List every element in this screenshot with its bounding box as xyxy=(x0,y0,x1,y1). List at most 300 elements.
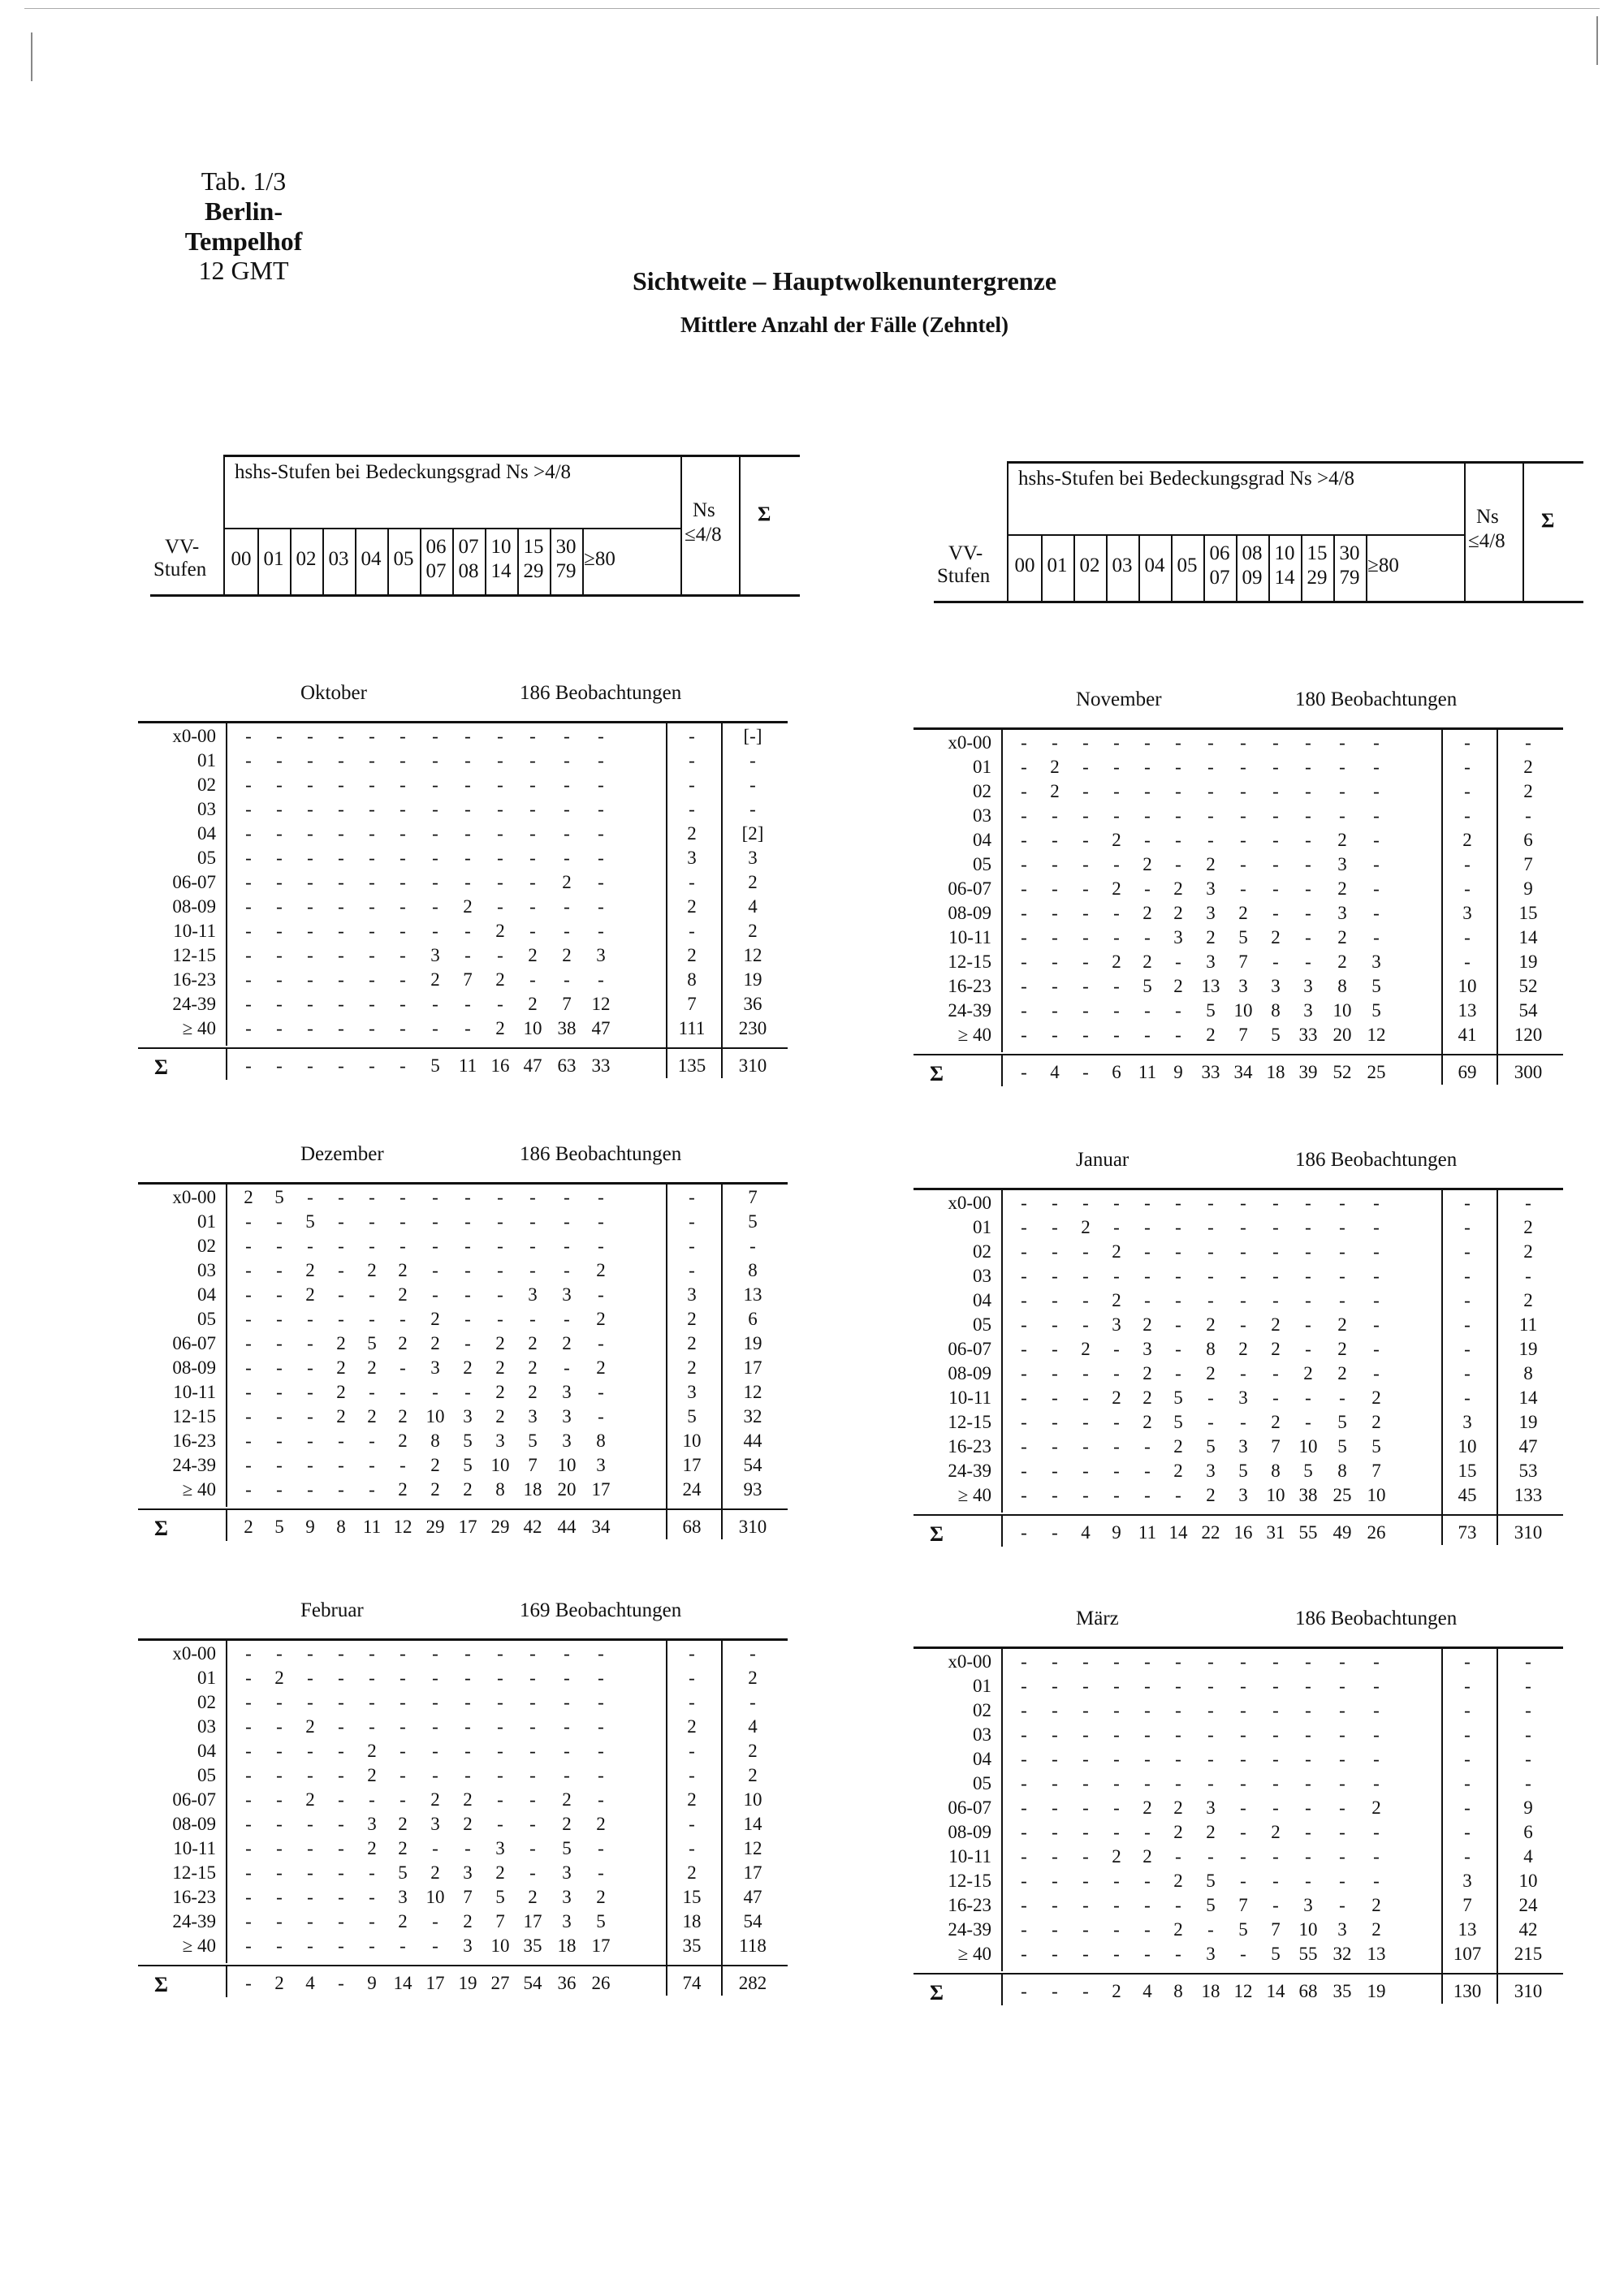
table-cell: - xyxy=(307,1838,313,1858)
table-cell: - xyxy=(1240,1363,1246,1383)
table-cell: 10 xyxy=(557,1455,577,1475)
table-cell: - xyxy=(464,1716,471,1737)
sum-row-cell: 54 xyxy=(523,1973,542,1993)
table-cell: - xyxy=(598,969,604,990)
table-cell: - xyxy=(245,1382,252,1402)
table-cell: - xyxy=(1175,1193,1181,1213)
table-cell: 2 xyxy=(528,1333,538,1353)
ns-cell: - xyxy=(689,1765,695,1785)
table-cell: - xyxy=(1207,830,1214,850)
table-cell: - xyxy=(1113,781,1120,801)
sum-symbol: Σ xyxy=(154,1517,168,1540)
row-label: 24-39 xyxy=(172,1455,216,1475)
ns-cell: - xyxy=(689,1236,695,1256)
table-cell: - xyxy=(369,726,375,746)
table-cell: - xyxy=(598,921,604,941)
ns-cell: - xyxy=(1464,1266,1471,1286)
table-cell: 2 xyxy=(596,1309,606,1329)
table-cell: - xyxy=(245,1862,252,1883)
ns-divider xyxy=(666,1182,667,1539)
table-cell: - xyxy=(1144,1241,1151,1262)
table-cell: - xyxy=(1021,757,1027,777)
table-cell: 3 xyxy=(528,1284,538,1305)
table-cell: 2 xyxy=(1142,854,1152,874)
sum-cell: 11 xyxy=(1518,1314,1538,1335)
table-cell: - xyxy=(369,1382,375,1402)
table-cell: 3 xyxy=(1371,952,1381,972)
table-cell: - xyxy=(529,896,536,917)
table-cell: - xyxy=(1021,1724,1027,1745)
sum-row-divider xyxy=(1001,1973,1003,2005)
table-cell: - xyxy=(1052,1363,1058,1383)
table-cell: - xyxy=(1052,927,1058,947)
table-cell: - xyxy=(307,1692,313,1712)
table-cell: 2 xyxy=(336,1333,346,1353)
table-cell: - xyxy=(338,775,344,795)
table-cell: - xyxy=(1052,1895,1058,1915)
table-cell: - xyxy=(564,750,570,770)
row-label: 10-11 xyxy=(173,1838,216,1858)
table-cell: - xyxy=(1339,1871,1345,1891)
sum-row-cell: 33 xyxy=(591,1055,611,1076)
ns-cell: - xyxy=(689,921,695,941)
table-cell: 3 xyxy=(1303,1895,1313,1915)
table-cell: - xyxy=(1021,781,1027,801)
ns-cell: - xyxy=(1464,1749,1471,1769)
table-cell: - xyxy=(1021,1266,1027,1286)
table-cell: - xyxy=(1305,1193,1311,1213)
table-cell: - xyxy=(1052,805,1058,826)
table-cell: 3 xyxy=(1238,1388,1248,1408)
table-cell: - xyxy=(1021,878,1027,899)
row-label: 16-23 xyxy=(172,1431,216,1451)
row-label: 05 xyxy=(197,848,216,868)
table-cell: - xyxy=(529,1668,536,1688)
table-cell: 2 xyxy=(305,1284,315,1305)
table-cell: - xyxy=(564,848,570,868)
label-divider xyxy=(226,1182,227,1507)
table-cell: - xyxy=(307,775,313,795)
table-cell: 3 xyxy=(1206,878,1216,899)
table-cell: - xyxy=(369,921,375,941)
table-cell: - xyxy=(245,848,252,868)
table-cell: - xyxy=(1373,1314,1380,1335)
table-cell: - xyxy=(1021,830,1027,850)
table-cell: - xyxy=(245,799,252,819)
table-cell: - xyxy=(245,872,252,892)
table-cell: - xyxy=(1082,781,1089,801)
table-cell: 2 xyxy=(463,1357,473,1378)
table-cell: - xyxy=(529,799,536,819)
table-cell: - xyxy=(1021,1436,1027,1457)
table-cell: - xyxy=(369,1211,375,1232)
sum-row-divider xyxy=(226,1047,227,1080)
table-cell: - xyxy=(369,1862,375,1883)
table-cell: - xyxy=(432,1260,438,1280)
row-label: x0-00 xyxy=(172,1187,216,1207)
sum-row-cell: 63 xyxy=(557,1055,577,1076)
table-cell: - xyxy=(369,1789,375,1810)
sum-row-ns: 68 xyxy=(682,1517,702,1537)
table-cell: - xyxy=(497,848,503,868)
table-cell: 2 xyxy=(463,1789,473,1810)
table-cell: 2 xyxy=(1112,1846,1121,1867)
table-cell: - xyxy=(245,726,252,746)
table-cell: - xyxy=(464,1260,471,1280)
table-cell: 5 xyxy=(1206,1436,1216,1457)
table-cell: - xyxy=(1207,1773,1214,1793)
table-cell: - xyxy=(1339,1846,1345,1867)
table-cell: - xyxy=(369,1692,375,1712)
panel-top-rule xyxy=(914,1646,1563,1649)
table-cell: - xyxy=(338,1765,344,1785)
table-cell: - xyxy=(1339,1676,1345,1696)
table-cell: 8 xyxy=(495,1479,505,1500)
sum-row-cell: - xyxy=(1052,1522,1058,1543)
table-cell: - xyxy=(1144,1266,1151,1286)
table-cell: - xyxy=(464,1333,471,1353)
row-label: x0-00 xyxy=(172,726,216,746)
sum-symbol: Σ xyxy=(154,1055,168,1079)
hh-label: hshs-Stufen bei Bedeckungsgrad Ns >4/8 xyxy=(235,461,572,483)
sum-cell: 2 xyxy=(748,872,758,892)
table-cell: 7 xyxy=(528,1455,538,1475)
table-cell: - xyxy=(1240,1193,1246,1213)
table-cell: - xyxy=(400,1936,406,1956)
table-cell: - xyxy=(307,1862,313,1883)
table-cell: 2 xyxy=(495,1333,505,1353)
table-cell: - xyxy=(1082,1798,1089,1818)
sum-row-cell: 68 xyxy=(1298,1981,1318,2001)
table-cell: - xyxy=(432,1741,438,1761)
row-label: 10-11 xyxy=(173,1382,216,1402)
table-cell: - xyxy=(1113,1436,1120,1457)
table-cell: 2 xyxy=(562,872,572,892)
table-cell: - xyxy=(564,896,570,917)
table-cell: - xyxy=(400,994,406,1014)
table-cell: - xyxy=(400,1741,406,1761)
table-cell: - xyxy=(1021,1798,1027,1818)
table-cell: - xyxy=(1144,1700,1151,1720)
table-cell: - xyxy=(245,1211,252,1232)
table-cell: - xyxy=(400,1643,406,1664)
table-cell: - xyxy=(1339,1700,1345,1720)
table-cell: - xyxy=(1082,1025,1089,1045)
table-cell: - xyxy=(1021,1290,1027,1310)
table-cell: - xyxy=(1144,732,1151,753)
table-cell: - xyxy=(497,775,503,795)
table-cell: - xyxy=(1113,1339,1120,1359)
table-cell: - xyxy=(1082,878,1089,899)
row-label: ≥ 40 xyxy=(182,1018,216,1038)
table-cell: - xyxy=(276,799,283,819)
table-cell: - xyxy=(1272,903,1279,923)
ns-cell: - xyxy=(1464,1339,1471,1359)
row-label: 03 xyxy=(197,1260,216,1280)
table-cell: - xyxy=(1272,1676,1279,1696)
month-name: Dezember xyxy=(300,1143,384,1165)
table-cell: - xyxy=(1082,1412,1089,1432)
row-label: 16-23 xyxy=(172,969,216,990)
table-cell: - xyxy=(369,1643,375,1664)
table-cell: - xyxy=(1052,732,1058,753)
table-cell: - xyxy=(1305,1773,1311,1793)
table-cell: - xyxy=(400,1668,406,1688)
table-cell: - xyxy=(1052,1217,1058,1237)
table-cell: - xyxy=(1021,1485,1027,1505)
table-cell: - xyxy=(307,1479,313,1500)
sum-row-cell: 29 xyxy=(490,1517,510,1537)
table-cell: - xyxy=(1052,903,1058,923)
table-cell: 5 xyxy=(1337,1412,1347,1432)
table-cell: - xyxy=(497,1187,503,1207)
table-cell: - xyxy=(1052,1871,1058,1891)
table-cell: 2 xyxy=(336,1382,346,1402)
table-cell: - xyxy=(1144,1485,1151,1505)
table-cell: - xyxy=(1113,1363,1120,1383)
table-cell: - xyxy=(369,1911,375,1931)
table-cell: - xyxy=(1082,1895,1089,1915)
table-cell: - xyxy=(1082,1871,1089,1891)
table-cell: 2 xyxy=(1271,1822,1281,1842)
table-cell: - xyxy=(1240,854,1246,874)
ns-label: Ns xyxy=(1476,506,1499,528)
table-cell: 2 xyxy=(305,1789,315,1810)
table-cell: 3 xyxy=(1238,1485,1248,1505)
table-cell: - xyxy=(432,1236,438,1256)
table-cell: - xyxy=(598,1789,604,1810)
table-cell: - xyxy=(245,750,252,770)
table-cell: - xyxy=(1339,1724,1345,1745)
table-cell: - xyxy=(369,896,375,917)
ns-cell: 2 xyxy=(687,1357,697,1378)
table-cell: - xyxy=(245,994,252,1014)
ns-cell: 10 xyxy=(682,1431,702,1451)
table-cell: 2 xyxy=(1371,1412,1381,1432)
table-cell: 7 xyxy=(562,994,572,1014)
table-cell: - xyxy=(564,1668,570,1688)
ns-cell: 13 xyxy=(1458,1000,1477,1021)
table-cell: - xyxy=(1113,854,1120,874)
table-cell: - xyxy=(464,1187,471,1207)
table-cell: - xyxy=(1272,1193,1279,1213)
row-label: 16-23 xyxy=(172,1887,216,1907)
table-cell: 2 xyxy=(1050,781,1060,801)
table-cell: - xyxy=(497,945,503,965)
ns-cell: 3 xyxy=(1462,1871,1472,1891)
table-cell: - xyxy=(245,1284,252,1305)
table-cell: - xyxy=(432,1668,438,1688)
column-label: 29 xyxy=(523,560,544,582)
table-cell: 3 xyxy=(1303,976,1313,996)
row-label: 12-15 xyxy=(172,1862,216,1883)
ns-cell: 10 xyxy=(1458,976,1477,996)
table-cell: 8 xyxy=(430,1431,440,1451)
ns-cell: - xyxy=(1464,1846,1471,1867)
label-divider xyxy=(226,1638,227,1963)
table-cell: 2 xyxy=(1173,1822,1183,1842)
column-label: 03 xyxy=(328,548,349,570)
table-cell: - xyxy=(598,1741,604,1761)
scan-top-edge xyxy=(24,8,1600,9)
table-cell: - xyxy=(400,726,406,746)
table-cell: - xyxy=(464,945,471,965)
table-cell: - xyxy=(307,1382,313,1402)
label-divider xyxy=(1001,727,1003,1052)
table-cell: 5 xyxy=(463,1455,473,1475)
table-cell: 5 xyxy=(596,1911,606,1931)
ns-cell: - xyxy=(689,726,695,746)
table-cell: 5 xyxy=(1271,1025,1281,1045)
column-label: 06 xyxy=(1209,542,1230,564)
ns-cell: 2 xyxy=(1462,830,1472,850)
sum-cell: 2 xyxy=(748,1668,758,1688)
table-cell: - xyxy=(1240,1241,1246,1262)
table-cell: - xyxy=(497,1643,503,1664)
table-cell: - xyxy=(1305,1290,1311,1310)
row-label: 08-09 xyxy=(172,1357,216,1378)
panel-top-rule xyxy=(138,1182,788,1185)
table-cell: - xyxy=(1175,1363,1181,1383)
month-panel xyxy=(138,1599,788,2119)
sum-row-cell: 34 xyxy=(591,1517,611,1537)
table-cell: - xyxy=(338,1789,344,1810)
table-cell: - xyxy=(1113,1749,1120,1769)
panel-sum-rule xyxy=(138,1965,788,1966)
table-cell: - xyxy=(1272,830,1279,850)
table-cell: - xyxy=(497,1741,503,1761)
row-label: 10-11 xyxy=(948,1846,991,1867)
table-cell: 2 xyxy=(1081,1217,1091,1237)
table-cell: - xyxy=(369,1018,375,1038)
table-cell: - xyxy=(1052,1266,1058,1286)
table-cell: 7 xyxy=(1371,1461,1381,1481)
table-cell: - xyxy=(338,726,344,746)
sum-cell: 2 xyxy=(748,1741,758,1761)
table-cell: - xyxy=(1144,1822,1151,1842)
sum-cell: 93 xyxy=(743,1479,762,1500)
ns-cell: 3 xyxy=(687,1382,697,1402)
table-cell: 3 xyxy=(596,945,606,965)
table-cell: - xyxy=(400,1382,406,1402)
table-cell: 8 xyxy=(596,1431,606,1451)
table-cell: - xyxy=(1175,1773,1181,1793)
header-bottom-rule xyxy=(150,594,800,597)
station-name: Berlin-Tempelhof xyxy=(184,196,303,256)
table-cell: - xyxy=(1082,1485,1089,1505)
sum-cell: 53 xyxy=(1518,1461,1538,1481)
sum-row-cell: 9 xyxy=(1112,1522,1121,1543)
table-cell: - xyxy=(245,1911,252,1931)
table-cell: 2 xyxy=(495,1018,505,1038)
table-cell: - xyxy=(1082,805,1089,826)
table-cell: - xyxy=(1373,854,1380,874)
column-label: 04 xyxy=(1144,555,1165,576)
ns-cell: - xyxy=(1464,1217,1471,1237)
table-cell: 2 xyxy=(1173,878,1183,899)
ns-cell: 7 xyxy=(1462,1895,1472,1915)
ns-cell: - xyxy=(1464,1724,1471,1745)
table-cell: - xyxy=(1272,1388,1279,1408)
table-cell: - xyxy=(276,823,283,844)
table-cell: - xyxy=(529,1309,536,1329)
table-cell: - xyxy=(1373,1871,1380,1891)
table-cell: - xyxy=(369,823,375,844)
sum-cell: 230 xyxy=(738,1018,767,1038)
table-cell: 7 xyxy=(1271,1919,1281,1940)
table-cell: - xyxy=(276,1382,283,1402)
sum-cell: 19 xyxy=(743,969,762,990)
table-cell: - xyxy=(276,1643,283,1664)
ns-cell: - xyxy=(1464,757,1471,777)
table-cell: - xyxy=(1113,927,1120,947)
table-cell: 2 xyxy=(398,1479,408,1500)
table-cell: - xyxy=(400,969,406,990)
table-cell: - xyxy=(432,1382,438,1402)
column-label: ≥80 xyxy=(584,548,615,570)
sum-row-cell: 5 xyxy=(430,1055,440,1076)
table-cell: 3 xyxy=(1238,976,1248,996)
table-cell: - xyxy=(1021,1388,1027,1408)
table-cell: 5 xyxy=(1206,1000,1216,1021)
sum-row-cell: 27 xyxy=(490,1973,510,1993)
ns-cell: 41 xyxy=(1458,1025,1477,1045)
table-cell: - xyxy=(338,994,344,1014)
row-label: x0-00 xyxy=(948,1193,991,1213)
table-cell: - xyxy=(598,823,604,844)
ns-cell: 15 xyxy=(682,1887,702,1907)
table-cell: - xyxy=(1272,1749,1279,1769)
table-cell: 13 xyxy=(1367,1944,1386,1964)
table-cell: - xyxy=(400,1692,406,1712)
table-cell: - xyxy=(400,1765,406,1785)
table-cell: - xyxy=(307,750,313,770)
ns-cell: 45 xyxy=(1458,1485,1477,1505)
table-cell: - xyxy=(1272,1773,1279,1793)
sum-cell: 9 xyxy=(1523,1798,1533,1818)
table-cell: - xyxy=(369,1936,375,1956)
table-cell: - xyxy=(1373,927,1380,947)
table-cell: - xyxy=(1021,903,1027,923)
panel-top-rule xyxy=(914,1188,1563,1190)
table-cell: - xyxy=(1052,1700,1058,1720)
row-label: x0-00 xyxy=(948,1651,991,1672)
table-cell: 2 xyxy=(398,1431,408,1451)
sum-divider xyxy=(721,1182,723,1539)
table-cell: 2 xyxy=(398,1814,408,1834)
ns-cell: - xyxy=(689,1211,695,1232)
row-label: 01 xyxy=(973,757,991,777)
table-cell: - xyxy=(432,848,438,868)
ns-cell: - xyxy=(689,1260,695,1280)
table-cell: 3 xyxy=(1173,927,1183,947)
ns-cell: 5 xyxy=(687,1406,697,1426)
month-name: Januar xyxy=(1076,1149,1129,1171)
table-cell: - xyxy=(497,1765,503,1785)
table-cell: - xyxy=(1144,1290,1151,1310)
table-cell: - xyxy=(338,1211,344,1232)
table-cell: 2 xyxy=(1173,1436,1183,1457)
table-cell: - xyxy=(338,969,344,990)
table-cell: - xyxy=(338,1936,344,1956)
table-cell: - xyxy=(276,969,283,990)
table-cell: - xyxy=(1272,1846,1279,1867)
header-top-rule xyxy=(1007,461,1583,464)
table-cell: - xyxy=(369,1455,375,1475)
table-cell: - xyxy=(598,848,604,868)
table-cell: - xyxy=(1339,1895,1345,1915)
table-cell: - xyxy=(529,1187,536,1207)
